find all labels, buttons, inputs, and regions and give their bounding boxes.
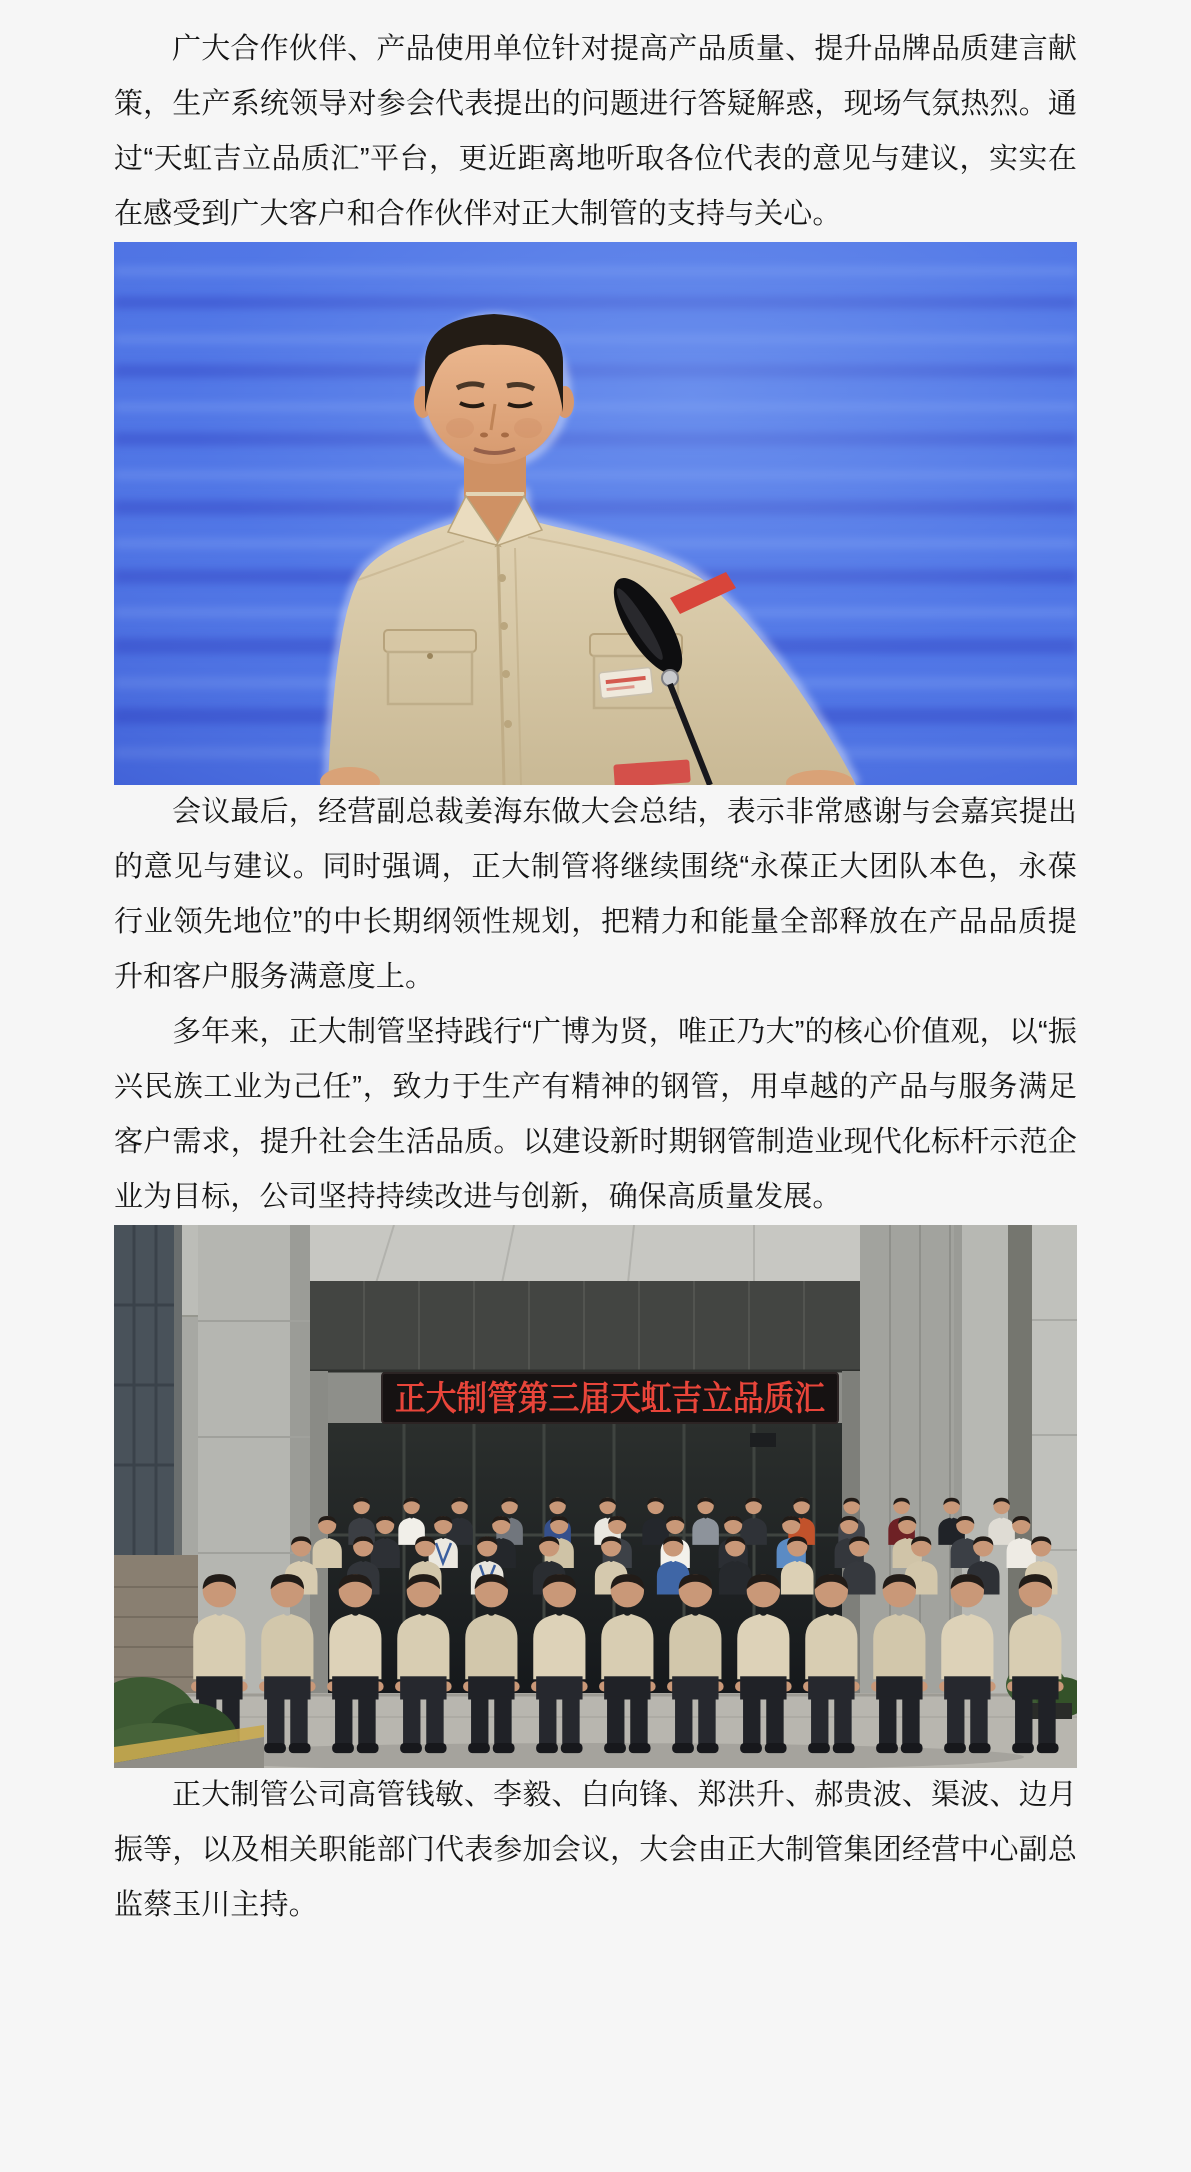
- paragraph-2: 会议最后，经营副总裁姜海东做大会总结，表示非常感谢与会嘉宾提出的意见与建议。同时强调，正大制管将继续围绕“永葆正大团队本色，永葆行业领先地位”的中长期纲领性规划，把精力和能量全部释放在产品品质提升和客户服务满意度上。: [114, 796, 1077, 993]
- led-banner-text: 正大制管第三届天虹吉立品质汇: [395, 1380, 871, 1418]
- paragraph-3: 多年来，正大制管坚持践行“广博为贤，唯正乃大”的核心价值观，以“振兴民族工业为己任”，致力于生产有精神的钢管，用卓越的产品与服务满足客户需求，提升社会生活品质。以建设新时期钢管制造业现代化标杆示范企业为目标，公司坚持持续改进与创新，确保高质量发展。: [114, 1016, 1077, 1213]
- speaker-photo[interactable]: [114, 242, 1077, 785]
- led-banner: [382, 1373, 871, 1423]
- paragraph-1: 广大合作伙伴、产品使用单位针对提高产品质量、提升品牌品质建言献策，生产系统领导对参会代表提出的问题进行答疑解惑，现场气氛热烈。通过“天虹吉立品质汇”平台，更近距离地听取各位代表的意见与建议，实实在在感受到广大客户和合作伙伴对正大制管的支持与关心。: [114, 33, 1077, 230]
- group-photo[interactable]: [114, 1225, 1077, 1768]
- paragraph-4: 正大制管公司高管钱敏、李毅、白向锋、郑洪升、郝贵波、渠波、边月振等，以及相关职能部门代表参加会议，大会由正大制管集团经营中心副总监蔡玉川主持。: [114, 1779, 1077, 1921]
- building-facade: [114, 1225, 1077, 1768]
